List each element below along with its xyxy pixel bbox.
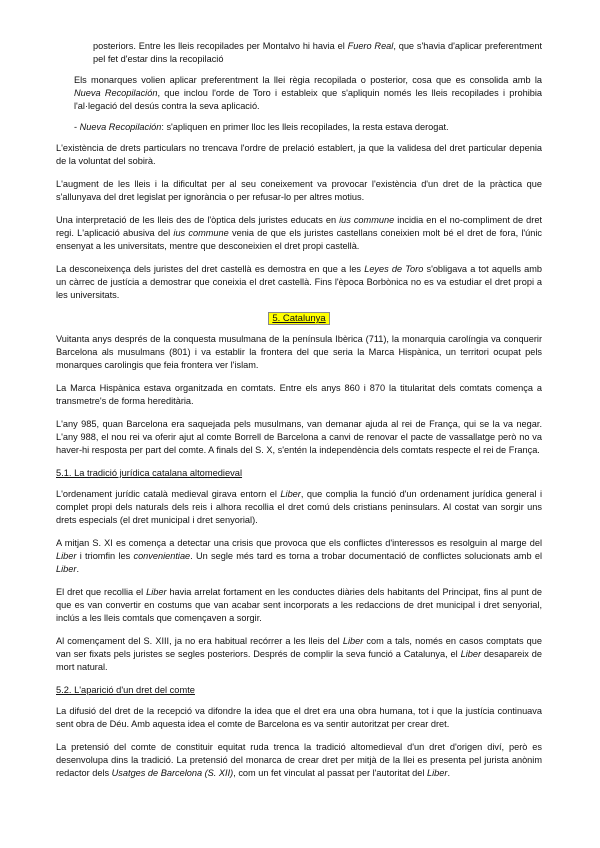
subsection-heading: 5.2. L'aparició d'un dret del comte xyxy=(56,685,195,695)
paragraph: Al començament del S. XIII, ja no era habitual recórrer a les lleis del Liber com a tals, només en casos comptats que van ser fixats pels juristes se segles posteriors. Després de complir la seva funció a Catalunya, el Liber desapareix de mort natural. xyxy=(56,636,542,672)
paragraph: L'any 985, quan Barcelona era saquejada pels musulmans, van demanar ajuda al rei de França, qui se la va negar. L'any 988, el nou rei va oferir ajut al comte Borrell de Barcelona a canvi de renovar el pacte de vassallatge però no va haver-hi resposta per part del comte. A finals del S. X, s'entén la independència dels comtats respecte el rei de França. xyxy=(56,419,542,455)
paragraph: La desconeixença dels juristes del dret castellà es demostra en que a les Leyes de Toro s'obligava a tot aquells amb un càrrec de justícia a demostrar que coneixia el dret castellà. Fins l'època Borbònica no es va estudiar el dret propi a les universitats. xyxy=(56,264,542,300)
paragraph: La Marca Hispànica estava organitzada en comtats. Entre els anys 860 i 870 la titularitat dels comtats comença a transmetre's de forma hereditària. xyxy=(56,383,542,406)
paragraph: La difusió del dret de la recepció va difondre la idea que el dret era una obra humana, tot i que la justícia continuava sent obra de Déu. Amb aquesta idea el comte de Barcelona es va sentir autoritzat per crear dret. xyxy=(56,706,542,729)
subsection-heading: 5.1. La tradició jurídica catalana altomedieval xyxy=(56,468,243,478)
paragraph: Vuitanta anys després de la conquesta musulmana de la península Ibèrica (711), la monarquia carolíngia va conquerir Barcelona als musulmans (801) i va establir la frontera del que seria la Marca Hispànica, un territori ocupat pels monarques carolingis que feia frontera ver l'islam. xyxy=(56,334,542,370)
paragraph: Una interpretació de les lleis des de l'òptica dels juristes educats en ius commune incidia en el no-compliment de dret regi. L'aplicació abusiva del ius commune venia de que els juristes castellans coneixien molt bé el dret de fora, l'únic ensenyat a les universitats, mentre que desconeixien el dret propi castellà. xyxy=(56,215,543,251)
paragraph: Els monarques volien aplicar preferentment la llei règia recopilada o posterior, cosa que es consolida amb la Nueva Recopilación, que inclou l'orde de Toro i estableix que s'apliquin només les lleis recopilades i prohibia l'al·legació del desús contra la seva aplicació. xyxy=(74,75,542,111)
paragraph: A mitjan S. XI es comença a detectar una crisis que provoca que els conflictes d'interessos es resolguin al marge del Liber i triomfin les convenientiae. Un segle més tard es torna a trobar documentació de conflictes solucionats amb el Liber. xyxy=(56,538,542,574)
paragraph: La pretensió del comte de constituir equitat ruda trenca la tradició altomedieval d'un dret d'origen diví, però es desenvolupa dins la tradició. La pretensió del monarca de crear dret per mitjà de la llei es presenta pel jurista anònim redactor dels Usatges de Barcelona (S. XII), com un fet vinculat al passat per l'autoritat del Liber. xyxy=(56,742,542,778)
paragraph: El dret que recollia el Liber havia arrelat fortament en les conductes diàries dels habitants del Principat, fins al punt de que es van convertir en costums que van acabar sent incorporats a les redaccions de dret municipal i dret senyorial, inclús a les lleis comtals que començaven a sorgir. xyxy=(56,587,542,623)
paragraph: L'ordenament jurídic català medieval girava entorn el Liber, que complia la funció d'un ordenament jurídica general i complet propi dels naturals dels reis i alhora recollia el dret comú dels cristians peninsulars. Al costat van sorgir uns drets especials (el dret municipal i dret senyorial). xyxy=(56,489,542,525)
document-page xyxy=(56,40,542,780)
section-heading: 5. Catalunya xyxy=(56,312,542,325)
paragraph: L'augment de les lleis i la dificultat per al seu coneixement va provocar l'existència d'un dret de la pràctica que s'allunyava del dret legislat per ignorància o per refusar-lo per altres motius. xyxy=(56,179,542,202)
paragraph: posteriors. Entre les lleis recopilades per Montalvo hi havia el Fuero Real, que s'havia d'aplicar preferentment pel fet d'estar dins la recopilació xyxy=(93,41,542,64)
paragraph: L'existència de drets particulars no trencava l'ordre de prelació establert, ja que la validesa del dret particular depenia de la voluntat del sobirà. xyxy=(56,143,542,166)
paragraph: - Nueva Recopilación: s'apliquen en primer lloc les lleis recopilades, la resta estava derogat. xyxy=(74,122,449,132)
